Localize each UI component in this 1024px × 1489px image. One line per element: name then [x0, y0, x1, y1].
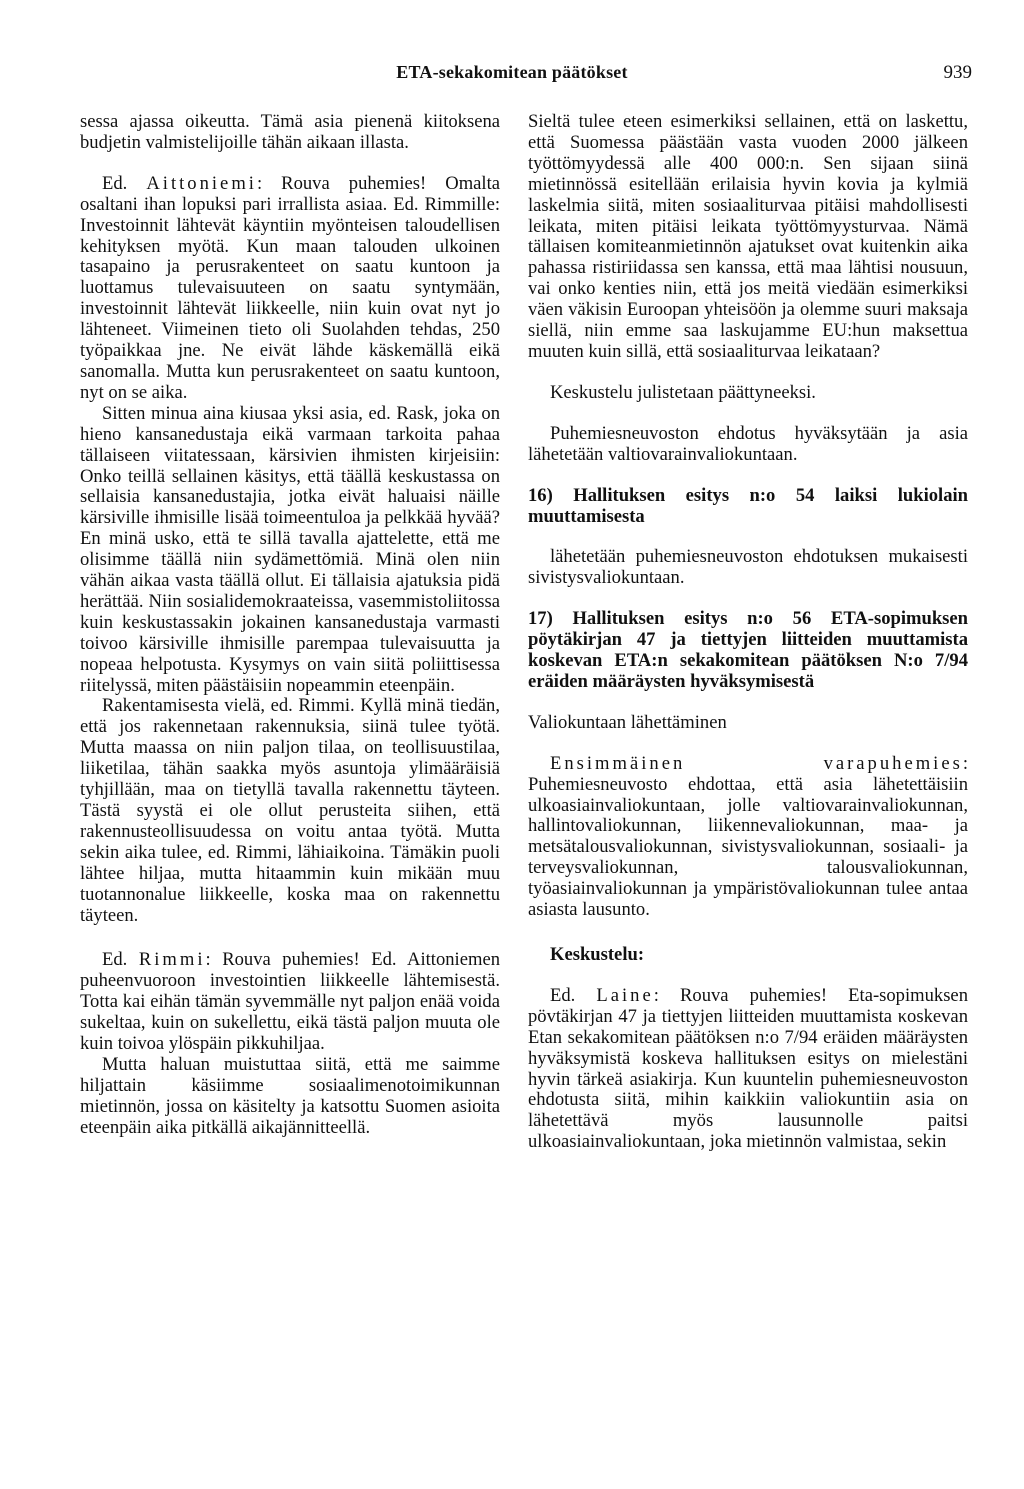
- right-column: [528, 112, 968, 1153]
- decision-paragraph: lähetetään puhemiesneuvoston ehdotuksen mukaisesti sivistysvaliokuntaan.: [528, 546, 968, 589]
- decision-paragraph: Puhemiesneuvoston ehdotus hyväksytään ja asia lähetetään valtiovarainvaliokuntaan.: [528, 422, 968, 465]
- speaker-name: Laine: [596, 984, 654, 1006]
- speech-text: : Rouva puhemies! Ed. Aittoniemen puheenvuoroon investointien liikkeelle lähtemisestä. Totta kai eihän tämän syvemmälle nyt paljon enää voida sukeltaa, kuin on sukellettu, eikä tästä paljon muuta ole kuin toivoa ylöspäin pikkuhiljaa.: [80, 949, 500, 1055]
- paragraph: Mutta haluan muistuttaa siitä, että me saimme hiljattain käsiimme sosiaalimenotoimikunnan mietinnön, jossa on käsitelty ja katsottu Suomen asioita eteenpäin aika pitkällä aikajännitteellä.: [80, 1053, 500, 1138]
- paragraph: sessa ajassa oikeutta. Tämä asia pienenä kiitoksena budjetin valmistelijoille tähän aikaan illasta.: [80, 111, 500, 153]
- speech-laine: [528, 986, 968, 1153]
- running-head: ETA-sekakomitean päätökset: [396, 62, 628, 82]
- speaker-name: Ensimmäinen varapuhemies: [550, 752, 963, 774]
- discussion-heading: Keskustelu:: [550, 944, 645, 965]
- left-column: [80, 112, 500, 1139]
- paragraph: Sieltä tulee eteen esimerkiksi sellainen, että on laskettu, että Suomessa päästään vasta vuoden 2000 jälkeen työttömyydessä alle 400 000:n. Sen sijaan siinä mietinnössä esitellään erilaisia hyvin kovia ja kylmiä laskelmia siitä, miten sosiaaliturvaa pitäisi mahdollisesti leikata, miten pitäisi leikata työttömyysturvaa. Nämä tällaisen komiteanmietinnön ajatukset ovat kuitenkin aika pahassa ristiriidassa sen kanssa, että maa lähtisi nousuun, vai onko kenties niin, että jos meitä viedään esimerkiksi väen väkisin Euroopan yhteisöön ja olemme suuri maksaja siellä, niin emme saa laskujamme EU:hun maksettua muuten kuin sillä, että sosiaaliturvaa leikataan?: [528, 111, 968, 362]
- speech-aittoniemi: [80, 174, 500, 404]
- page-number: 939: [943, 62, 972, 83]
- paragraph: Rakentamisesta vielä, ed. Rimmi. Kyllä minä tiedän, että jos rakennetaan rakennuksia, siinä tulee työtä. Mutta maassa on niin paljon tilaa, on teollisuustilaa, liiketilaa, tähän saakka myös asuntoja ylimääräisiä tyhjillään, maa on tietyllä tavalla rakennettu täyteen. Tästä syystä ei ole ollut perusteita siihen, että rakennusteollisuudessa on voitu antaa työtä. Mutta sekin aika tulee, ed. Rimmi, lähiaikoina. Tämäkin puoli lähtee hiljaa, mutta hitaammin kuin mikään muu tuotannonalue liikkeelle, koska maa on rakennettu täyteen.: [80, 695, 500, 926]
- speech-prefix: Ed.: [102, 949, 128, 971]
- page-header: [0, 62, 1024, 88]
- speech-deputy-speaker: [528, 754, 968, 921]
- speech-prefix: Ed.: [550, 984, 576, 1006]
- agenda-item-16-heading: 16) Hallituksen esitys n:o 54 laiksi lukiolain muuttamisesta: [528, 484, 968, 527]
- discussion-closed: Keskustelu julistetaan päättyneeksi.: [550, 381, 816, 403]
- agenda-item-17-heading: 17) Hallituksen esitys n:o 56 ETA-sopimuksen pöytäkirjan 47 ja tiettyjen liitteiden muuttamista koskevan ETA:n sekakomitean päätöksen N:o 7/94 eräiden määräysten hyväksymisestä: [528, 608, 968, 692]
- speaker-name: Rimmi: [138, 949, 206, 971]
- speech-prefix: Ed.: [102, 172, 128, 194]
- speech-text: : Rouva puhemies! Eta-sopimuksen pövtäkirjan 47 ja tiettyjen liitteiden muuttamista κoskevan Etan sekakomitean päätöksen n:o 7/94 eräiden määräysten hyväksymistä koskeva hallituksen esitys on mielestäni hyvin tärkeä asiakirja. Kun kuuntelin puhemiesneuvoston ehdotusta siitä, mihin kaikkiin valiokuntiin asia on lähetettävä myös lausunnolle paitsi ulkoasiainvaliokuntaan, joka mietinnön valmistaa, sekin: [528, 984, 968, 1153]
- speech-text: : Puhemiesneuvosto ehdottaa, että asia lähetettäisiin ulkoasiainvaliokuntaan, jolle valtiovarainvaliokunnan, hallintovaliokunnan, liikennevaliokunnan, maa- ja metsätalousvaliokunnan, sivistysvaliokunnan, sosiaali- ja terveysvaliokunnan, talousvaliokunnan, työasiainvaliokunnan ja ympäristövaliokunnan tulee antaa asiasta lausunto.: [528, 752, 968, 921]
- speech-rimmi: [80, 950, 500, 1055]
- speaker-name: Aittoniemi: [146, 172, 257, 194]
- section-label: Valiokuntaan lähettäminen: [528, 711, 727, 733]
- paragraph: Sitten minua aina kiusaa yksi asia, ed. Rask, joka on hieno kansanedustaja eikä varmaan tarkoita pahaa tällaiseen viitatessaan, kärsivien ihmisten kirjeisiin: Onko teillä sellainen käsitys, että täällä keskustassa on sellaisia kansanedustajia, jotka eivät haluaisi näille kärsiville ihmisille lisää toimeentuloa ja pelkkää hyvää? En minä usko, että te sillä tavalla ajattelette, että me olisimme täällä niin sydämettömiä. Minä olen niin vähän aikaa vasta täällä ollut. Ei tällaisia ajatuksia pidä herättää. Niin sosialidemokraateissa, vasemmistoliitossa kuin keskustassakin jokainen kansanedustaja varmasti toivoo kärsiville ihmisille parempaa tulevaisuutta ja nopeaa helpotusta. Kysymys on vain siitä poliittisessa riitelyssä, miten päästäisiin nopeammin eteenpäin.: [80, 402, 500, 696]
- speech-text: : Rouva puhemies! Omalta osaltani ihan lopuksi pari irrallista asiaa. Ed. Rimmille: Investoinnit lähtevät käyntiin myönteisen taloudellisen kehityksen myötä. Kun maan talouden ulkoinen tasapaino ja perusrakenteet on saatu kuntoon ja luottamus tulevaisuuteen on saatu syntymään, investoinnit lähtevät liikkeelle, niin kuin ovat nyt jo lähteneet. Viimeinen tieto oli Suolahden tehdas, 250 työpaikkaa jne. Ne eivät lähde käskemällä eikä sanomalla. Mutta kun perusrakenteet on saatu kuntoon, nyt on se aika.: [80, 172, 500, 403]
